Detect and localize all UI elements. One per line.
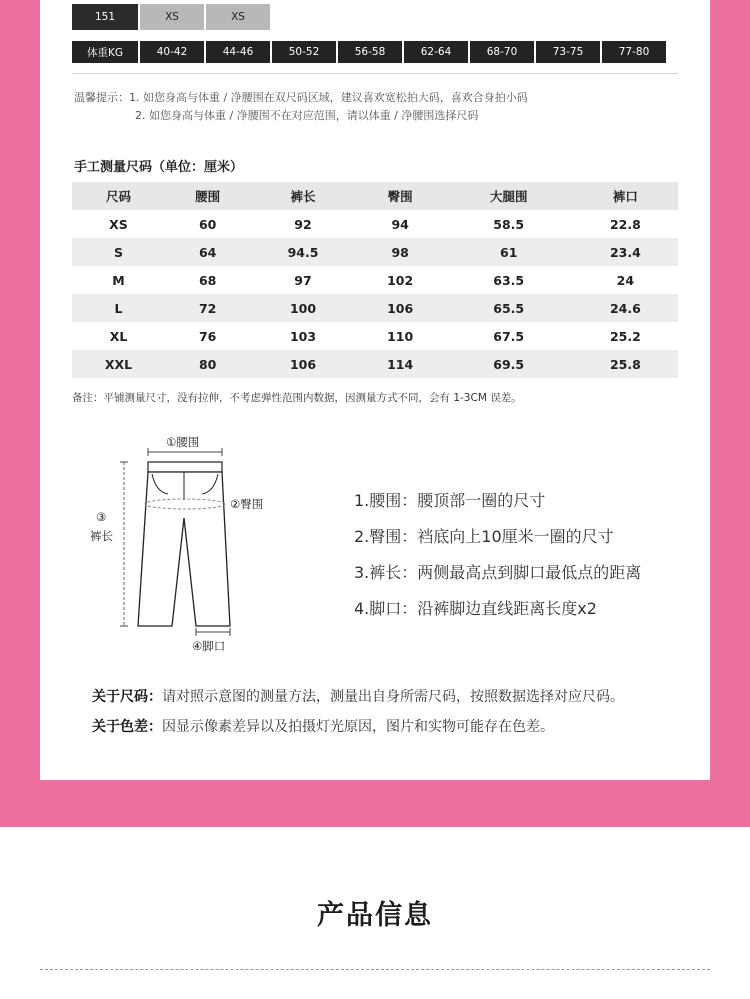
table-cell: 58.5 (445, 210, 573, 238)
table-cell: 24.6 (573, 294, 678, 322)
table-header: 大腿围 (445, 182, 573, 210)
table-cell: 76 (165, 322, 250, 350)
height-cell: 151 (72, 4, 138, 30)
table-cell: L (72, 294, 165, 322)
table-cell: XS (72, 210, 165, 238)
table-cell: 94 (356, 210, 445, 238)
table-row (72, 238, 678, 266)
table-cell: 72 (165, 294, 250, 322)
table-cell: XXL (72, 350, 165, 378)
height-size-cell: XS (206, 4, 270, 30)
height-row (72, 4, 272, 30)
table-header: 裤长 (250, 182, 355, 210)
tip-line-1: 温馨提示：1. 如您身高与体重 / 净腰围在双尺码区域，建议喜欢宽松拍大码，喜欢合身拍小码 (74, 91, 528, 104)
section-title: 手工测量尺码（单位：厘米） (74, 160, 244, 175)
measurement-instructions (354, 492, 641, 636)
table-cell: 23.4 (573, 238, 678, 266)
table-cell: 68 (165, 266, 250, 294)
dashed-divider (40, 969, 710, 970)
table-cell: 22.8 (573, 210, 678, 238)
about-color (92, 716, 554, 736)
table-cell: 80 (165, 350, 250, 378)
table-cell: 106 (250, 350, 355, 378)
table-row (72, 294, 678, 322)
about-color-key: 关于色差： (92, 719, 162, 735)
waist-label: ①腰围 (166, 435, 200, 449)
table-cell: 25.2 (573, 322, 678, 350)
table-cell: 67.5 (445, 322, 573, 350)
weight-header-cell: 体重KG (72, 41, 138, 63)
table-cell: 97 (250, 266, 355, 294)
table-cell: 25.8 (573, 350, 678, 378)
length-number: ③ (96, 510, 107, 524)
about-size-text: 请对照示意图的测量方法，测量出自身所需尺码，按照数据选择对应尺码。 (162, 689, 624, 705)
table-header-row (72, 182, 678, 210)
table-cell: 114 (356, 350, 445, 378)
hem-label: ④脚口 (192, 639, 226, 653)
table-cell: 60 (165, 210, 250, 238)
table-header: 尺码 (72, 182, 165, 210)
weight-cell: 73-75 (536, 41, 600, 63)
table-row (72, 266, 678, 294)
pants-illustration (80, 430, 290, 660)
weight-cell: 62-64 (404, 41, 468, 63)
weight-cell: 68-70 (470, 41, 534, 63)
product-info-title: 产品信息 (317, 900, 433, 931)
weight-row (72, 41, 668, 63)
weight-cell: 77-80 (602, 41, 666, 63)
about-size (92, 686, 624, 706)
length-label: 裤长 (90, 529, 113, 543)
instruction-item: 2.臀围：裆底向上10厘米一圈的尺寸 (354, 527, 614, 546)
weight-cell: 44-46 (206, 41, 270, 63)
table-cell: 110 (356, 322, 445, 350)
table-cell: M (72, 266, 165, 294)
table-cell: 69.5 (445, 350, 573, 378)
table-cell: XL (72, 322, 165, 350)
table-header: 腰围 (165, 182, 250, 210)
about-size-key: 关于尺码： (92, 689, 162, 705)
table-cell: 98 (356, 238, 445, 266)
instruction-item: 1.腰围：腰顶部一圈的尺寸 (354, 491, 546, 510)
weight-cell: 50-52 (272, 41, 336, 63)
tip-line-2: 2. 如您身高与体重 / 净腰围不在对应范围，请以体重 / 净腰围选择尺码 (135, 109, 479, 122)
table-cell: 100 (250, 294, 355, 322)
table-header: 裤口 (573, 182, 678, 210)
table-cell: 24 (573, 266, 678, 294)
table-cell: 92 (250, 210, 355, 238)
weight-cell: 56-58 (338, 41, 402, 63)
measurement-note: 备注：平铺测量尺寸，没有拉伸，不考虑弹性范围内数据，因测量方式不同，会有 1-3CM 误差。 (72, 392, 522, 404)
table-cell: S (72, 238, 165, 266)
table-cell: 63.5 (445, 266, 573, 294)
table-cell: 94.5 (250, 238, 355, 266)
table-cell: 61 (445, 238, 573, 266)
table-cell: 106 (356, 294, 445, 322)
table-cell: 103 (250, 322, 355, 350)
table-row (72, 322, 678, 350)
pants-diagram (80, 430, 290, 660)
table-row (72, 350, 678, 378)
table-header: 臀围 (356, 182, 445, 210)
height-size-cell: XS (140, 4, 204, 30)
table-row (72, 210, 678, 238)
table-cell: 65.5 (445, 294, 573, 322)
instruction-item: 3.裤长：两侧最高点到脚口最低点的距离 (354, 563, 642, 582)
weight-cell: 40-42 (140, 41, 204, 63)
table-cell: 64 (165, 238, 250, 266)
table-cell: 102 (356, 266, 445, 294)
measurement-table (72, 182, 678, 378)
about-color-text: 因显示像素差异以及拍摄灯光原因，图片和实物可能存在色差。 (162, 719, 554, 735)
hip-label: ②臀围 (230, 497, 264, 511)
waistband (148, 462, 222, 472)
divider (72, 73, 678, 74)
instruction-item: 4.脚口：沿裤脚边直线距离长度x2 (354, 599, 597, 618)
